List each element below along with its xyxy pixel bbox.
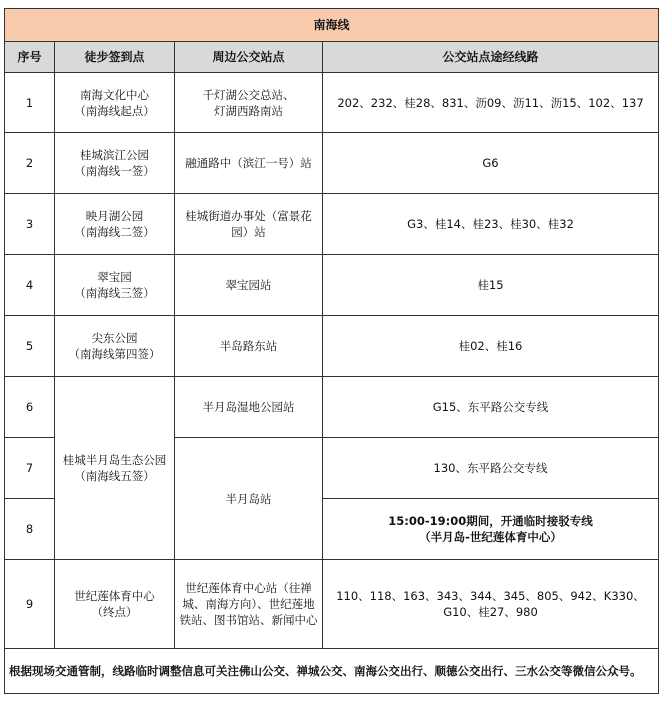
checkin-note: （南海线五签）	[74, 469, 155, 483]
checkin-cell	[55, 316, 175, 377]
checkin-note: （终点）	[91, 605, 138, 619]
checkin-cell	[55, 194, 175, 255]
table-row	[5, 377, 659, 438]
header-routes: 公交站点途经线路	[323, 42, 659, 73]
checkin-name: 桂城滨江公园	[80, 148, 149, 162]
stop-cell: 翠宝园站	[175, 255, 323, 316]
checkin-cell	[55, 133, 175, 194]
shuttle-time: 15:00-19:00期间，开通临时接驳专线	[388, 514, 593, 528]
table-row	[5, 133, 659, 194]
bus-route-table	[4, 8, 659, 694]
row-no: 8	[5, 499, 55, 560]
checkin-name: 映月湖公园	[85, 209, 144, 223]
row-no: 1	[5, 73, 55, 133]
row-no: 5	[5, 316, 55, 377]
checkin-cell	[55, 560, 175, 649]
checkin-cell	[55, 73, 175, 133]
stop-cell: 半月岛湿地公园站	[175, 377, 323, 438]
checkin-note: （南海线三签）	[74, 286, 155, 300]
table-row	[5, 73, 659, 133]
routes-cell: 130、东平路公交专线	[323, 438, 659, 499]
routes-cell: 桂15	[323, 255, 659, 316]
checkin-note: （南海线一签）	[74, 164, 155, 178]
routes-cell: 110、118、163、343、344、345、805、942、K330、G10、桂27、980	[323, 560, 659, 649]
row-no: 4	[5, 255, 55, 316]
checkin-name: 南海文化中心	[80, 87, 149, 102]
routes-cell: G6	[323, 133, 659, 194]
header-checkin: 徒步签到点	[55, 42, 175, 73]
checkin-name: 世纪莲体育中心	[74, 589, 155, 603]
stop-cell-merged: 半月岛站	[175, 438, 323, 560]
checkin-name: 桂城半月岛生态公园	[62, 453, 167, 467]
checkin-name: 尖东公园	[91, 331, 138, 345]
routes-cell-shuttle	[323, 499, 659, 560]
stop-cell: 融通路中（滨江一号）站	[175, 133, 323, 194]
row-no: 2	[5, 133, 55, 194]
checkin-note: （南海线起点）	[74, 103, 155, 118]
routes-cell: G3、桂14、桂23、桂30、桂32	[323, 194, 659, 255]
routes-cell: 202、232、桂28、831、沥09、沥11、沥15、102、137	[323, 73, 659, 133]
checkin-note: （南海线第四签）	[68, 347, 161, 361]
row-no: 7	[5, 438, 55, 499]
header-no: 序号	[5, 42, 55, 73]
row-no: 9	[5, 560, 55, 649]
stop-cell: 世纪莲体育中心站（往禅城、南海方向）、世纪莲地铁站、图书馆站、新闻中心	[175, 560, 323, 649]
footnote: 根据现场交通管制，线路临时调整信息可关注佛山公交、禅城公交、南海公交出行、顺德公交出行、三水公交等微信公众号。	[5, 649, 659, 694]
checkin-name: 翠宝园	[97, 270, 132, 284]
routes-cell: 桂02、桂16	[323, 316, 659, 377]
row-no: 6	[5, 377, 55, 438]
checkin-cell	[55, 255, 175, 316]
table-row	[5, 316, 659, 377]
stop-cell: 桂城街道办事处（富景花园）站	[175, 194, 323, 255]
table-title: 南海线	[5, 9, 659, 42]
table-row	[5, 255, 659, 316]
routes-cell: G15、东平路公交专线	[323, 377, 659, 438]
shuttle-route: （半月岛-世纪莲体育中心）	[419, 530, 562, 544]
table-row	[5, 194, 659, 255]
stop-name: 千灯湖公交总站、	[202, 87, 295, 102]
checkin-note: （南海线二签）	[74, 225, 155, 239]
checkin-cell-merged	[55, 377, 175, 560]
table-row	[5, 560, 659, 649]
stop-cell	[175, 73, 323, 133]
stop-name: 灯湖西路南站	[214, 103, 283, 118]
row-no: 3	[5, 194, 55, 255]
stop-cell: 半岛路东站	[175, 316, 323, 377]
header-stop: 周边公交站点	[175, 42, 323, 73]
